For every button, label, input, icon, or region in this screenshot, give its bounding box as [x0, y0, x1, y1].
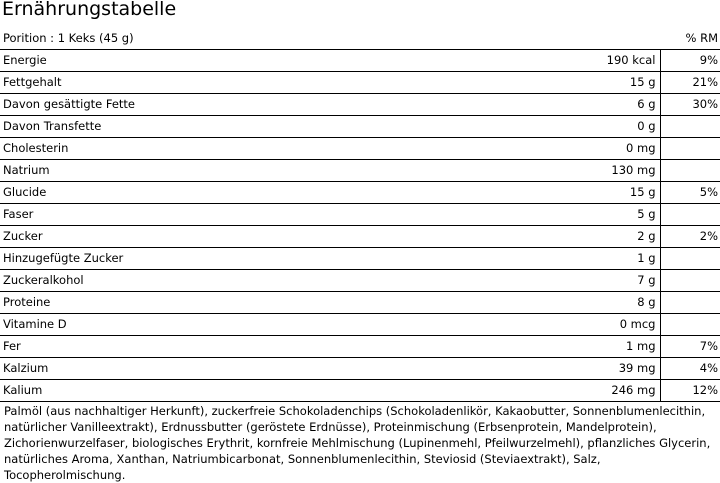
nutrient-amount: 15 g: [530, 71, 660, 93]
table-row: [0, 379, 720, 401]
nutrient-amount: 190 kcal: [530, 49, 660, 71]
nutrient-name: Glucide: [0, 181, 530, 203]
page-title: Ernährungstabelle: [2, 0, 177, 20]
nutrient-name: Faser: [0, 203, 530, 225]
nutrient-rm: 21%: [660, 71, 720, 93]
ingredients-text: Palmöl (aus nachhaltiger Herkunft), zuckerfreie Schokoladenchips (Schokoladenlikör, Kakaobutter, Sonnenblumenlecithin, natürlicher Vanilleextrakt), Erdnussbutter (geröstete Erdnüsse), Proteinmischung (Erbsenprotein, Mandelprotein), Zichorienwurzelfaser, biologisches Erythrit, kornfreie Mehlmischung (Lupinenmehl, Pfeilwurzelmehl), pflanzliches Glycerin, natürliches Aroma, Xanthan, Natriumbicarbonat, Sonnenblumenlecithin, Steviosid (Steviaextrakt), Salz, Tocopherolmischung.: [4, 404, 711, 482]
rm-header: % RM: [660, 27, 720, 49]
table-row: [0, 313, 720, 335]
nutrient-rm: 5%: [660, 181, 720, 203]
nutrition-table-body: [0, 27, 720, 401]
nutrient-amount: 1 g: [530, 247, 660, 269]
nutrient-amount: 5 g: [530, 203, 660, 225]
nutrient-name: Vitamine D: [0, 313, 530, 335]
table-row: [0, 203, 720, 225]
nutrient-amount: 0 mg: [530, 137, 660, 159]
nutrient-rm: [660, 159, 720, 181]
table-row: [0, 159, 720, 181]
nutrient-name: Davon Transfette: [0, 115, 530, 137]
nutrient-rm: 9%: [660, 49, 720, 71]
table-row: [0, 49, 720, 71]
nutrient-rm: 2%: [660, 225, 720, 247]
nutrient-rm: [660, 313, 720, 335]
nutrient-rm: 4%: [660, 357, 720, 379]
nutrient-name: Energie: [0, 49, 530, 71]
table-header-row: [0, 27, 720, 49]
table-row: [0, 357, 720, 379]
nutrient-rm: [660, 115, 720, 137]
nutrient-rm: 30%: [660, 93, 720, 115]
nutrient-rm: 7%: [660, 335, 720, 357]
table-row: [0, 137, 720, 159]
nutrient-amount: 39 mg: [530, 357, 660, 379]
nutrient-rm: [660, 247, 720, 269]
nutrient-amount: 246 mg: [530, 379, 660, 401]
nutrient-name: Cholesterin: [0, 137, 530, 159]
table-row: [0, 115, 720, 137]
nutrient-name: Natrium: [0, 159, 530, 181]
nutrient-name: Kalzium: [0, 357, 530, 379]
nutrient-amount: 0 mcg: [530, 313, 660, 335]
nutrient-rm: [660, 203, 720, 225]
nutrient-name: Kalium: [0, 379, 530, 401]
table-row: [0, 247, 720, 269]
nutrient-name: Fer: [0, 335, 530, 357]
nutrient-amount: 1 mg: [530, 335, 660, 357]
nutrient-name: Hinzugefügte Zucker: [0, 247, 530, 269]
nutrient-amount: 6 g: [530, 93, 660, 115]
nutrient-rm: [660, 137, 720, 159]
table-row: [0, 291, 720, 313]
table-row: [0, 269, 720, 291]
nutrient-rm: [660, 269, 720, 291]
table-row: [0, 335, 720, 357]
nutrient-name: Davon gesättigte Fette: [0, 93, 530, 115]
nutrient-amount: 8 g: [530, 291, 660, 313]
nutrient-rm: 12%: [660, 379, 720, 401]
nutrient-name: Fettgehalt: [0, 71, 530, 93]
nutrient-name: Proteine: [0, 291, 530, 313]
nutrient-amount: 0 g: [530, 115, 660, 137]
nutrient-amount: 15 g: [530, 181, 660, 203]
table-row: [0, 225, 720, 247]
table-row: [0, 71, 720, 93]
table-row: [0, 93, 720, 115]
nutrient-rm: [660, 291, 720, 313]
amount-header: [530, 27, 660, 49]
nutrient-amount: 2 g: [530, 225, 660, 247]
portion-label: Porition : 1 Keks (45 g): [0, 27, 530, 49]
nutrient-name: Zuckeralkohol: [0, 269, 530, 291]
nutrient-name: Zucker: [0, 225, 530, 247]
nutrient-amount: 7 g: [530, 269, 660, 291]
nutrient-amount: 130 mg: [530, 159, 660, 181]
nutrition-table: [0, 27, 720, 402]
table-row: [0, 181, 720, 203]
